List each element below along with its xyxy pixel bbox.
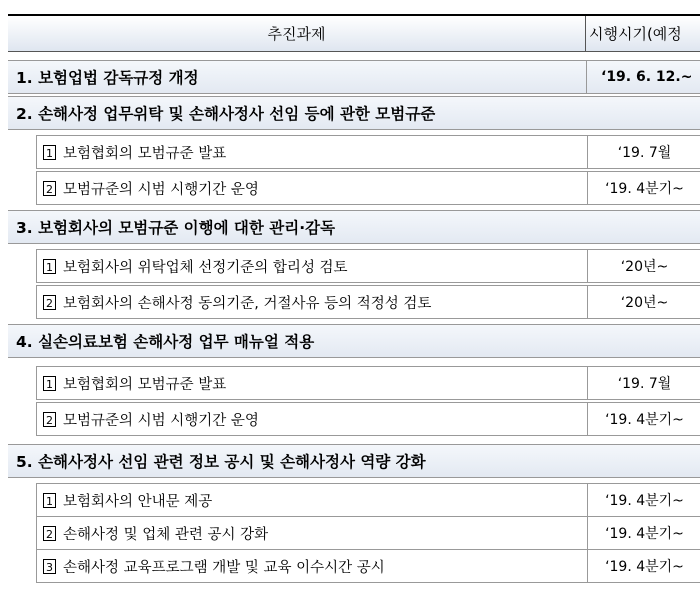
item-number-box: 2 — [43, 295, 56, 310]
table-row — [36, 366, 700, 400]
item-number-box: 3 — [43, 559, 56, 574]
table-row — [36, 171, 700, 205]
item-date: ‘19. 4분기~ — [587, 172, 700, 204]
item-text: 보험회사의 손해사정 동의기준, 거절사유 등의 적정성 검토 — [63, 295, 432, 312]
table-header — [8, 14, 700, 52]
task-column-header: 추진과제 — [8, 16, 586, 51]
item-date: ‘19. 4분기~ — [587, 484, 700, 516]
item-number-box: 1 — [43, 259, 56, 274]
item-text: 보험협회의 모범규준 발표 — [63, 376, 227, 393]
item-number-box: 2 — [43, 412, 56, 427]
item-number-box: 2 — [43, 526, 56, 541]
item-date: ‘19. 4분기~ — [587, 550, 700, 582]
table-row — [36, 483, 700, 517]
item-date: ‘19. 4분기~ — [587, 517, 700, 549]
item-date: ‘19. 7월 — [587, 367, 700, 399]
item-date: ‘19. 7월 — [587, 136, 700, 168]
section-title: 4. 실손의료보험 손해사정 업무 매뉴얼 적용 — [16, 333, 315, 351]
item-number-box: 1 — [43, 493, 56, 508]
table-row — [36, 549, 700, 583]
item-date: ‘20년~ — [587, 286, 700, 318]
item-number-box: 1 — [43, 376, 56, 391]
section-title: 2. 손해사정 업무위탁 및 손해사정사 선임 등에 관한 모범규준 — [16, 105, 436, 123]
item-text: 손해사정 교육프로그램 개발 및 교육 이수시간 공시 — [63, 559, 385, 576]
item-text: 손해사정 및 업체 관련 공시 강화 — [63, 526, 269, 543]
table-row — [36, 249, 700, 283]
item-number-box: 2 — [43, 181, 56, 196]
item-text: 보험협회의 모범규준 발표 — [63, 145, 227, 162]
item-text: 보험회사의 안내문 제공 — [63, 493, 213, 510]
item-date: ‘20년~ — [587, 250, 700, 282]
item-date: ‘19. 4분기~ — [587, 403, 700, 435]
section-1-row — [8, 60, 700, 94]
item-text: 보험회사의 위탁업체 선정기준의 합리성 검토 — [63, 259, 348, 276]
section-title: 5. 손해사정사 선임 관련 정보 공시 및 손해사정사 역량 강화 — [16, 453, 426, 471]
section-4-row — [8, 324, 700, 358]
table-row — [36, 516, 700, 550]
table-row — [36, 285, 700, 319]
timeline-column-header: 시행시기(예정 — [589, 25, 682, 43]
section-date: ‘19. 6. 12.~ — [586, 61, 700, 93]
item-text: 모범규준의 시범 시행기간 운영 — [63, 412, 259, 429]
section-2-row — [8, 96, 700, 130]
section-title: 1. 보험업법 감독규정 개정 — [16, 69, 199, 87]
section-title: 3. 보험회사의 모범규준 이행에 대한 관리·감독 — [16, 219, 336, 237]
table-row — [36, 135, 700, 169]
item-number-box: 1 — [43, 145, 56, 160]
table-row — [36, 402, 700, 436]
section-5-row — [8, 444, 700, 478]
item-text: 모범규준의 시범 시행기간 운영 — [63, 181, 259, 198]
section-3-row — [8, 210, 700, 244]
